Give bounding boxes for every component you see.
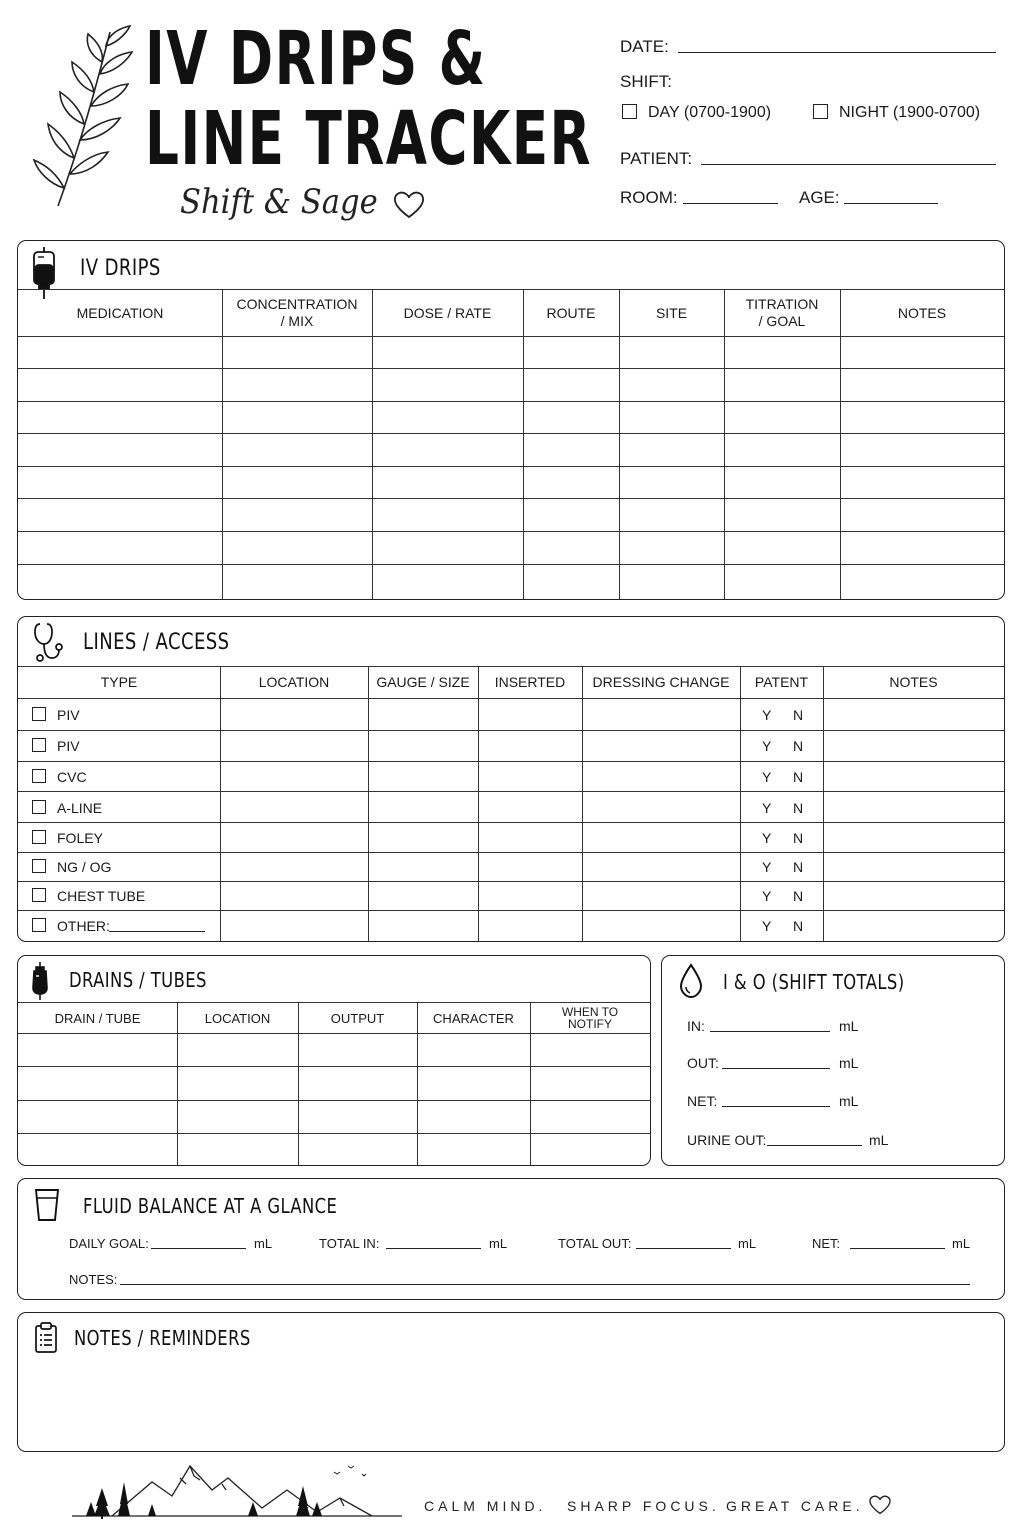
fluid-net-label: NET: [812,1236,841,1251]
col-site: SITE [655,304,688,321]
date-label: DATE: [620,37,669,56]
mountains-icon [72,1460,402,1520]
lines-col-divider [368,666,369,942]
iv-row-line [17,401,1005,402]
brand-signature: Shift & Sage [180,182,378,222]
tagline-sharp-focus: SHARP FOCUS. [567,1498,720,1514]
lines-col-divider [740,666,741,942]
stethoscope-icon [32,622,62,664]
line-checkbox-foley[interactable] [32,830,46,844]
patent-yes[interactable]: Y [762,830,772,846]
col-dressing-change: DRESSING CHANGE [592,674,730,690]
io-urine-field[interactable] [767,1145,862,1146]
lines-row-line [17,852,1005,853]
line-checkbox-a-line[interactable] [32,800,46,814]
lines-row-line [17,881,1005,882]
line-checkbox-piv-1[interactable] [32,707,46,721]
cup-icon [34,1188,60,1222]
col-notes: NOTES [897,304,947,321]
fluid-net-field[interactable] [850,1248,945,1249]
iv-col-divider [222,289,223,599]
total-out-unit: mL [738,1236,757,1251]
leaf-branch-icon [28,24,138,214]
lines-header-bottom [17,698,1005,699]
col-medication: MEDICATION [76,304,164,321]
date-field[interactable] [678,52,996,53]
iv-col-divider [619,289,620,599]
drains-col-divider [298,1002,299,1166]
iv-row-line [17,368,1005,369]
tagline-great-care: GREAT CARE. [726,1498,864,1514]
lines-access-section [17,616,1005,942]
heart-icon [392,190,426,220]
total-in-field[interactable] [386,1248,481,1249]
age-field[interactable] [844,203,938,204]
iv-row-line [17,433,1005,434]
title-line-2: LINE TRACKER [145,96,593,182]
drains-row-line [17,1133,651,1134]
line-checkbox-ng-og[interactable] [32,859,46,873]
iv-drips-title: IV DRIPS [80,256,161,281]
patent-yes[interactable]: Y [762,918,772,934]
patent-no[interactable]: N [793,888,804,904]
io-in-unit: mL [839,1018,859,1034]
shift-label: SHIFT: [620,72,672,91]
col-titration: TITRATION / GOAL [745,296,819,329]
io-out-label: OUT: [687,1055,719,1071]
patent-no[interactable]: N [793,918,804,934]
title-line-1: IV DRIPS & [145,16,487,102]
room-label: ROOM: [620,188,678,207]
col-concentration: CONCENTRATION / MIX [236,296,358,329]
col-dose-rate: DOSE / RATE [403,304,492,321]
io-out-unit: mL [839,1055,859,1071]
fluid-notes-field[interactable] [120,1284,970,1285]
col-drain-tube: DRAIN / TUBE [54,1010,141,1026]
drains-tubes-title: DRAINS / TUBES [69,968,207,992]
lines-col-divider [220,666,221,942]
patent-no[interactable]: N [793,707,804,723]
other-line-field[interactable] [109,931,205,932]
patent-yes[interactable]: Y [762,738,772,754]
room-field[interactable] [683,203,778,204]
heart-icon [868,1494,892,1516]
drains-row-line [17,1066,651,1067]
col-character: CHARACTER [433,1010,514,1026]
col-drain-location: LOCATION [204,1010,271,1026]
line-type-label: NG / OG [57,859,112,875]
line-checkbox-piv-2[interactable] [32,738,46,752]
col-gauge-size: GAUGE / SIZE [376,674,470,690]
age-label: AGE: [799,188,840,207]
drains-col-divider [177,1002,178,1166]
daily-goal-label: DAILY GOAL: [69,1236,149,1251]
line-type-label: PIV [57,738,80,754]
patent-no[interactable]: N [793,800,804,816]
line-type-label: A-LINE [57,800,103,816]
drains-col-divider [417,1002,418,1166]
line-type-label: CHEST TUBE [57,888,146,904]
col-type: TYPE [100,674,138,690]
drains-row-line [17,1100,651,1101]
patient-field[interactable] [701,164,996,165]
patent-no[interactable]: N [793,738,804,754]
clipboard-icon [34,1322,58,1354]
line-type-label: OTHER: [57,918,110,934]
droplet-icon [678,963,704,999]
col-when-to-notify: WHEN TO NOTIFY [561,1005,619,1031]
lines-row-line [17,791,1005,792]
iv-col-divider [724,289,725,599]
io-in-label: IN: [687,1018,705,1034]
io-out-field[interactable] [722,1068,830,1069]
patent-yes[interactable]: Y [762,859,772,875]
drains-col-divider [530,1002,531,1166]
lines-access-title: LINES / ACCESS [83,630,230,655]
drains-header-bottom [17,1033,651,1034]
patent-no[interactable]: N [793,830,804,846]
patent-no[interactable]: N [793,859,804,875]
iv-row-line [17,531,1005,532]
iv-row-line [17,466,1005,467]
io-in-field[interactable] [710,1031,830,1032]
fluid-notes-label: NOTES: [69,1272,118,1287]
col-route: ROUTE [546,304,596,321]
iv-row-line [17,498,1005,499]
patent-no[interactable]: N [793,769,804,785]
lines-col-divider [478,666,479,942]
col-patent: PATENT [754,674,809,690]
fluid-balance-title: FLUID BALANCE AT A GLANCE [83,1194,338,1218]
lines-row-line [17,730,1005,731]
night-shift-label: NIGHT (1900-0700) [839,104,981,121]
daily-goal-unit: mL [254,1236,273,1251]
col-inserted: INSERTED [494,674,566,690]
lines-row-line [17,761,1005,762]
iv-header-bottom [17,336,1005,337]
line-type-label: PIV [57,707,80,723]
lines-row-line [17,822,1005,823]
line-checkbox-chest-tube[interactable] [32,888,46,902]
iv-row-line [17,564,1005,565]
patent-yes[interactable]: Y [762,769,772,785]
patent-yes[interactable]: Y [762,888,772,904]
line-type-label: CVC [57,769,87,785]
total-out-label: TOTAL OUT: [558,1236,632,1251]
iv-col-divider [372,289,373,599]
fluid-net-unit: mL [952,1236,971,1251]
io-title: I & O (SHIFT TOTALS) [723,970,905,994]
patent-yes[interactable]: Y [762,707,772,723]
tagline-calm-mind: CALM MIND. [424,1498,547,1514]
line-checkbox-other[interactable] [32,918,46,932]
io-net-label: NET: [687,1093,718,1109]
iv-col-divider [840,289,841,599]
io-net-unit: mL [839,1093,859,1109]
lines-col-divider [582,666,583,942]
night-shift-checkbox[interactable] [813,104,828,119]
io-net-field[interactable] [722,1106,830,1107]
col-location: LOCATION [258,674,330,690]
col-output: OUTPUT [330,1010,385,1026]
day-shift-label: DAY (0700-1900) [648,104,772,121]
lines-col-divider [823,666,824,942]
io-urine-label: URINE OUT: [687,1132,767,1148]
total-out-field[interactable] [636,1248,731,1249]
drain-bulb-icon [30,962,50,1000]
io-urine-unit: mL [869,1132,889,1148]
daily-goal-field[interactable] [151,1248,246,1249]
iv-col-divider [523,289,524,599]
notes-reminders-title: NOTES / REMINDERS [74,1326,251,1350]
line-type-label: FOLEY [57,830,103,846]
total-in-unit: mL [489,1236,508,1251]
lines-row-line [17,910,1005,911]
line-checkbox-cvc[interactable] [32,769,46,783]
patent-yes[interactable]: Y [762,800,772,816]
day-shift-checkbox[interactable] [622,104,637,119]
patient-label: PATIENT: [620,149,693,168]
total-in-label: TOTAL IN: [319,1236,380,1251]
col-line-notes: NOTES [889,674,938,690]
